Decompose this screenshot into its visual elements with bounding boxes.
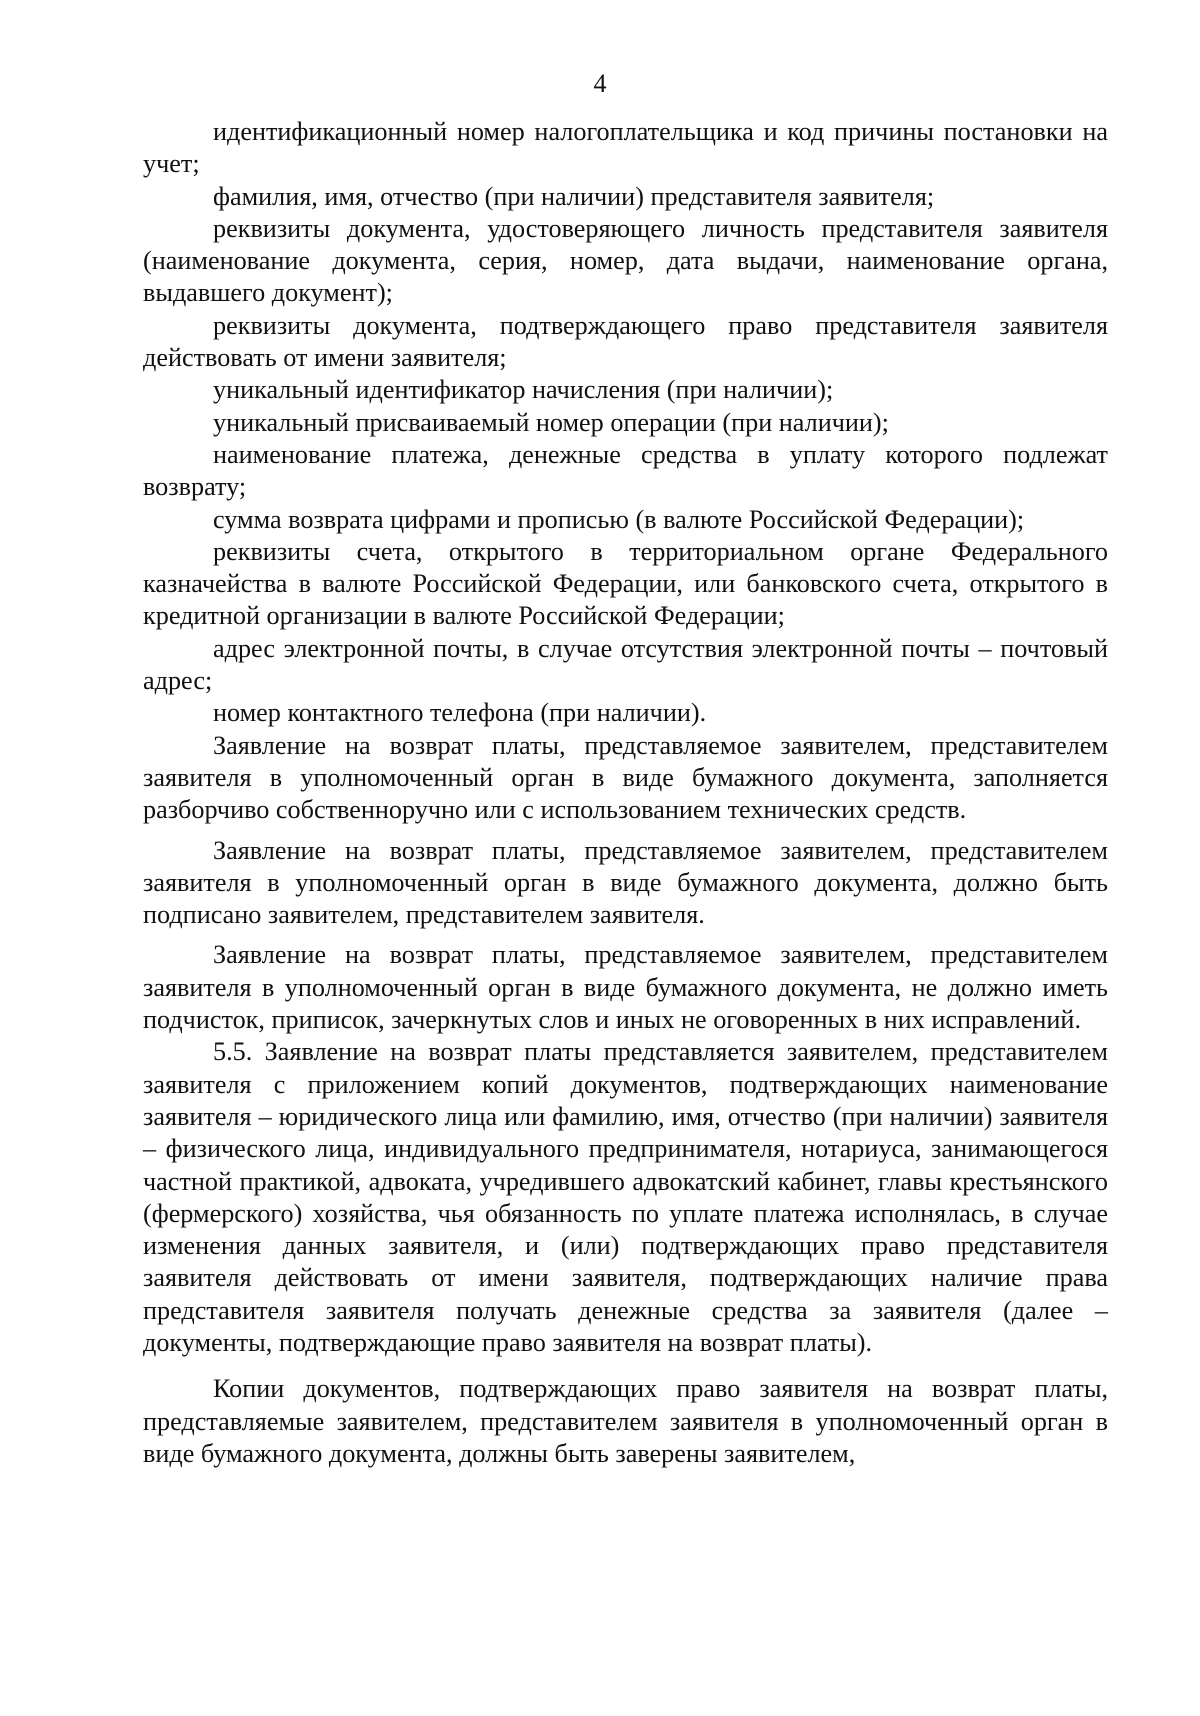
paragraph-phone-number: номер контактного телефона (при наличии). — [213, 698, 707, 728]
paragraph-refund-amount: сумма возврата цифрами и прописью (в валюте Российской Федерации); — [213, 504, 1025, 534]
document-body — [143, 116, 1108, 1470]
paragraph-section-5-5: 5.5. Заявление на возврат платы представляется заявителем, представителем заявителя с приложением копий документов, подтверждающих наименование заявителя – юридического лица или фамилию, имя, отчество (при наличии) заявителя – физического лица, индивидуального предпринимателя, нотариуса, занимающегося частной практикой, адвоката, учредившего адвокатский кабинет, главы крестьянского (фермерского) хозяйства, чья обязанность по уплате платежа исполнялась, в случае изменения данных заявителя, и (или) подтверждающих право представителя заявителя действовать от имени заявителя, подтверждающих наличие права представителя заявителя получать денежные средства за заявителя (далее – документы, подтверждающие право заявителя на возврат платы). — [143, 1037, 1108, 1357]
paragraph-paper-filling: Заявление на возврат платы, представляемое заявителем, представителем заявителя в уполномоченный орган в виде бумажного документа, заполняется разборчиво собственноручно или с использованием технических средств. — [143, 730, 1108, 825]
paragraph-paper-signature: Заявление на возврат платы, представляемое заявителем, представителем заявителя в уполномоченный орган в виде бумажного документа, должно быть подписано заявителем, представителем заявителя. — [143, 835, 1108, 930]
paragraph-representative-name: фамилия, имя, отчество (при наличии) представителя заявителя; — [213, 181, 935, 211]
paragraph-identity-document: реквизиты документа, удостоверяющего личность представителя заявителя (наименование документа, серия, номер, дата выдачи, наименование органа, выдавшего документ); — [143, 213, 1108, 308]
paragraph-paper-corrections: Заявление на возврат платы, представляемое заявителем, представителем заявителя в уполномоченный орган в виде бумажного документа, не должно иметь подчисток, приписок, зачеркнутых слов и иных не оговоренных в них исправлений. — [143, 940, 1108, 1035]
paragraph-authority-document: реквизиты документа, подтверждающего право представителя заявителя действовать от имени заявителя; — [143, 310, 1108, 373]
paragraph-payment-name: наименование платежа, денежные средства в уплату которого подлежат возврату; — [143, 439, 1108, 502]
page-number: 4 — [593, 69, 607, 98]
paragraph-operation-number: уникальный присваиваемый номер операции (при наличии); — [213, 407, 889, 437]
paragraph-email-address: адрес электронной почты, в случае отсутствия электронной почты – почтовый адрес; — [143, 633, 1108, 696]
paragraph-charge-id: уникальный идентификатор начисления (при наличии); — [213, 375, 834, 405]
paragraph-account-details: реквизиты счета, открытого в территориальном органе Федерального казначейства в валюте Российской Федерации, или банковского счета, открытого в кредитной организации в валюте Российской Федерации; — [143, 536, 1108, 631]
paragraph-inn-kpp: идентификационный номер налогоплательщика и код причины постановки на учет; — [143, 117, 1108, 179]
paragraph-document-copies: Копии документов, подтверждающих право заявителя на возврат платы, представляемые заявителем, представителем заявителя в уполномоченный орган в виде бумажного документа, должны быть заверены заявителем, — [143, 1374, 1108, 1468]
